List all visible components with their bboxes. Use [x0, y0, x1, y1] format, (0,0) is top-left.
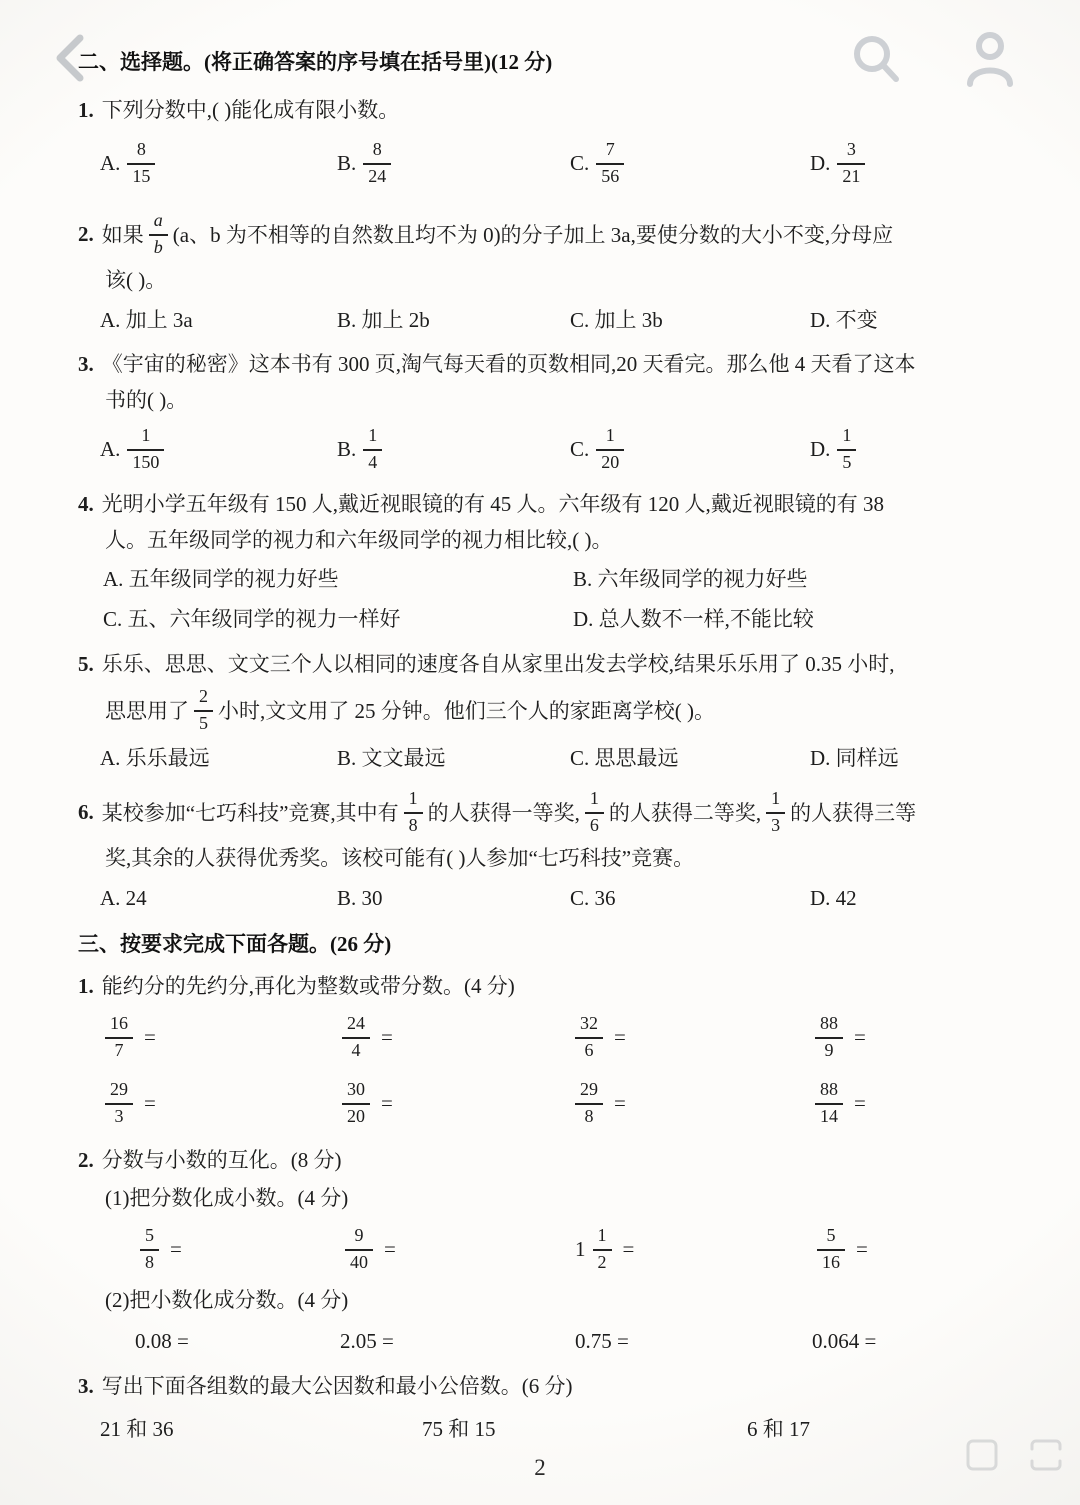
question-3-number: 3. [78, 352, 94, 376]
question-2-body-2: (a、b 为不相等的自然数且均不为 0)的分子加上 3a,要使分数的大小不变,分母应 [172, 223, 894, 247]
equals-sign: = [622, 1237, 635, 1261]
fraction-denominator: 56 [596, 163, 624, 187]
fraction-numerator: 1 [408, 788, 418, 809]
equals-sign: = [614, 1025, 626, 1049]
fraction-numerator: 1 [141, 425, 151, 446]
question-6-options [0, 880, 1080, 916]
fraction-denominator: 8 [575, 1103, 603, 1127]
question-5-number: 5. [78, 652, 94, 676]
fraction-denominator: 2 [593, 1249, 612, 1273]
convert-item: 2.05 = [340, 1329, 394, 1353]
option-label: A. [100, 151, 121, 175]
simplify-item [570, 1008, 810, 1066]
option-label: B. [337, 151, 357, 175]
question-6-option-c: C. 36 [570, 886, 616, 910]
number-pair: 75 和 15 [422, 1417, 496, 1441]
equals-sign: = [856, 1237, 868, 1261]
fraction-denominator: 15 [127, 163, 155, 187]
s3-question-2-body: 分数与小数的互化。(8 分) [101, 1148, 342, 1172]
simplify-item [810, 1008, 1080, 1066]
question-3-text-line-1 [0, 346, 1080, 382]
convert-item [135, 1225, 340, 1272]
s3-question-3-text [0, 1368, 1080, 1404]
question-4-options-ab [0, 560, 1080, 598]
question-6-option-a: A. 24 [100, 886, 147, 910]
question-1-option-c [570, 134, 810, 192]
question-2-option-a: A. 加上 3a [100, 308, 193, 332]
question-3-option-d [810, 420, 1080, 478]
fraction [105, 1013, 133, 1060]
fraction [127, 139, 155, 186]
equals-sign: = [144, 1091, 156, 1115]
s3-q1-row-2 [0, 1074, 1080, 1132]
equals-sign: = [381, 1025, 393, 1049]
fraction-numerator: 88 [820, 1079, 838, 1100]
fraction [766, 788, 785, 835]
s3-q2-fraction-row [0, 1220, 1080, 1278]
question-1-option-b [337, 134, 570, 192]
mixed-number-whole: 1 [575, 1237, 586, 1261]
equals-sign: = [854, 1091, 866, 1115]
question-4-text-line-2: 人。五年级同学的视力和六年级同学的视力相比较,( )。 [105, 528, 613, 552]
fraction-numerator: 7 [605, 139, 615, 160]
fraction [105, 1079, 133, 1126]
fraction-numerator: 9 [354, 1225, 364, 1246]
question-3-option-c [570, 420, 810, 478]
fraction-numerator: 88 [820, 1013, 838, 1034]
question-6-body-1: 某校参加“七巧科技”竞赛,其中有 [101, 801, 399, 825]
fraction-denominator: 5 [194, 710, 213, 734]
fraction [342, 1079, 370, 1126]
simplify-item [100, 1074, 337, 1132]
section-3-heading: 三、按要求完成下面各题。(26 分) [78, 932, 392, 956]
question-4-option-c: C. 五、六年级同学的视力一样好 [103, 607, 401, 631]
fraction [817, 1225, 845, 1272]
question-6-body-4: 的人获得三等 [790, 801, 917, 825]
fraction [815, 1079, 843, 1126]
fraction-numerator: 1 [589, 788, 599, 809]
fraction [345, 1225, 373, 1272]
fraction-numerator: a [153, 210, 163, 231]
option-label: B. [337, 437, 357, 461]
s3-q2-sub-1: (1)把分数化成小数。(4 分) [105, 1186, 349, 1210]
question-5-text-line-2 [0, 682, 1080, 738]
fraction-denominator: 24 [363, 163, 391, 187]
fraction-denominator: 8 [404, 812, 423, 836]
fraction-numerator: 1 [842, 425, 852, 446]
question-1-body: 下列分数中,( )能化成有限小数。 [101, 98, 400, 122]
question-1-options [0, 134, 1080, 192]
fraction [404, 788, 423, 835]
fraction [837, 425, 856, 472]
fraction-numerator: 29 [110, 1079, 128, 1100]
fraction [575, 1079, 603, 1126]
question-6-text-line-1 [0, 784, 1080, 840]
question-5-body-2: 思思用了 [105, 699, 189, 723]
equals-sign: = [170, 1237, 182, 1261]
fraction-denominator: 7 [105, 1037, 133, 1061]
fraction-denominator: 14 [815, 1103, 843, 1127]
question-5-option-d: D. 同样远 [810, 746, 899, 770]
fraction-denominator: 8 [140, 1249, 159, 1273]
number-pair: 6 和 17 [747, 1417, 810, 1441]
simplify-item [337, 1074, 570, 1132]
fraction-denominator: 3 [766, 812, 785, 836]
equals-sign: = [144, 1025, 156, 1049]
fraction-numerator: 1 [597, 1225, 607, 1246]
question-5-option-c: C. 思思最远 [570, 746, 679, 770]
s3-q3-number-pairs [0, 1410, 1080, 1448]
fraction-denominator: 150 [127, 449, 164, 473]
question-5-option-a: A. 乐乐最远 [100, 746, 210, 770]
simplify-item [337, 1008, 570, 1066]
simplify-item [100, 1008, 337, 1066]
question-6-option-b: B. 30 [337, 886, 383, 910]
fraction-numerator: 24 [347, 1013, 365, 1034]
fraction [585, 788, 604, 835]
question-2-number: 2. [78, 221, 94, 246]
option-label: D. [810, 151, 831, 175]
convert-item: 0.08 = [135, 1329, 189, 1353]
question-6-body-3: 的人获得二等奖, [608, 801, 762, 825]
s3-question-1-text [0, 968, 1080, 1004]
question-4-options-cd [0, 600, 1080, 638]
question-1-text [0, 92, 1080, 128]
s3-q1-row-1 [0, 1008, 1080, 1066]
question-3-body-1: 《宇宙的秘密》这本书有 300 页,淘气每天看的页数相同,20 天看完。那么他 4 天看了这本 [101, 352, 916, 376]
question-3-option-b [337, 420, 570, 478]
convert-item [340, 1225, 575, 1272]
s3-q2-sub-2: (2)把小数化成分数。(4 分) [105, 1288, 349, 1312]
question-3-options [0, 420, 1080, 478]
fraction [342, 1013, 370, 1060]
fraction-denominator: 20 [596, 449, 624, 473]
fraction-denominator: 5 [837, 449, 856, 473]
question-4-text-line-1 [0, 486, 1080, 522]
question-4-body-1: 光明小学五年级有 150 人,戴近视眼镜的有 45 人。六年级有 120 人,戴近视眼镜的有 38 [101, 492, 884, 516]
fraction-numerator: 1 [605, 425, 615, 446]
equals-sign: = [614, 1091, 626, 1115]
question-6-number: 6. [78, 799, 94, 824]
fraction-denominator: 40 [345, 1249, 373, 1273]
s3-question-3-body: 写出下面各组数的最大公因数和最小公倍数。(6 分) [101, 1374, 573, 1398]
option-label: A. [100, 437, 121, 461]
fraction-numerator: 2 [199, 686, 208, 707]
fraction-denominator: 16 [817, 1249, 845, 1273]
page-number: 2 [534, 1455, 546, 1480]
question-1-option-d [810, 134, 1080, 192]
question-6-option-d: D. 42 [810, 886, 857, 910]
fraction-numerator: 5 [145, 1225, 154, 1246]
fraction-numerator: 16 [110, 1013, 128, 1034]
fraction [596, 139, 624, 186]
fraction-denominator: 9 [815, 1037, 843, 1061]
fraction-numerator: 1 [771, 788, 781, 809]
question-5-body-1: 乐乐、思思、文文三个人以相同的速度各自从家里出发去学校,结果乐乐用了 0.35 小时, [101, 652, 895, 676]
fraction [837, 139, 865, 186]
question-5-options [0, 740, 1080, 776]
question-1-option-a [100, 134, 337, 192]
fraction-denominator: 4 [342, 1037, 370, 1061]
fraction [815, 1013, 843, 1060]
section-2-heading: 二、选择题。(将正确答案的序号填在括号里)(12 分) [78, 50, 553, 74]
fraction-denominator: 21 [837, 163, 865, 187]
fraction-numerator: 29 [580, 1079, 598, 1100]
fraction-numerator: 32 [580, 1013, 598, 1034]
fraction-numerator: 3 [846, 139, 856, 160]
s3-question-3-number: 3. [78, 1374, 94, 1398]
fraction [363, 139, 391, 186]
question-5-text-line-1 [0, 646, 1080, 682]
question-3-text-line-2: 书的( )。 [105, 388, 188, 412]
simplify-item [570, 1074, 810, 1132]
question-4-number: 4. [78, 492, 94, 516]
fraction [140, 1225, 159, 1272]
question-2-options [0, 302, 1080, 338]
question-4-option-d: D. 总人数不一样,不能比较 [573, 607, 814, 631]
question-2-body-1: 如果 [101, 223, 144, 247]
fraction [149, 210, 168, 257]
fraction [596, 425, 624, 472]
convert-item: 0.064 = [812, 1329, 877, 1353]
equals-sign: = [381, 1091, 393, 1115]
question-4-option-b: B. 六年级同学的视力好些 [573, 567, 808, 591]
fraction [363, 425, 382, 472]
fraction-numerator: 8 [136, 139, 146, 160]
question-4-option-a: A. 五年级同学的视力好些 [103, 567, 339, 591]
fraction-denominator: 4 [363, 449, 382, 473]
equals-sign: = [384, 1237, 396, 1261]
question-2-text-line-1 [0, 206, 1080, 262]
question-1-number: 1. [78, 98, 94, 122]
s3-question-2-text [0, 1142, 1080, 1178]
fraction [194, 686, 213, 733]
option-label: C. [570, 437, 590, 461]
s3-question-1-number: 1. [78, 974, 94, 998]
fraction [127, 425, 164, 472]
question-2-option-b: B. 加上 2b [337, 308, 430, 332]
s3-question-1-body: 能约分的先约分,再化为整数或带分数。(4 分) [101, 974, 515, 998]
fraction [593, 1225, 612, 1272]
fraction-numerator: 5 [826, 1225, 836, 1246]
question-2-option-c: C. 加上 3b [570, 308, 663, 332]
fraction-denominator: b [149, 234, 168, 258]
question-2-text-line-2: 该( )。 [105, 268, 167, 292]
convert-item [575, 1225, 812, 1272]
question-2-option-d: D. 不变 [810, 308, 878, 332]
convert-item: 0.75 = [575, 1329, 629, 1353]
fraction [575, 1013, 603, 1060]
number-pair: 21 和 36 [100, 1417, 174, 1441]
fraction-denominator: 6 [575, 1037, 603, 1061]
question-5-option-b: B. 文文最远 [337, 746, 446, 770]
question-5-body-3: 小时,文文用了 25 分钟。他们三个人的家距离学校( )。 [218, 699, 715, 723]
fraction-numerator: 8 [372, 139, 382, 160]
fraction-denominator: 6 [585, 812, 604, 836]
fraction-numerator: 1 [368, 425, 378, 446]
question-3-option-a [100, 420, 337, 478]
equals-sign: = [854, 1025, 866, 1049]
convert-item [812, 1225, 1080, 1272]
option-label: D. [810, 437, 831, 461]
question-6-body-2: 的人获得一等奖, [427, 801, 580, 825]
option-label: C. [570, 151, 590, 175]
fraction-numerator: 30 [347, 1079, 365, 1100]
fraction-denominator: 3 [105, 1103, 133, 1127]
fraction-denominator: 20 [342, 1103, 370, 1127]
simplify-item [810, 1074, 1080, 1132]
question-6-text-line-2: 奖,其余的人获得优秀奖。该校可能有( )人参加“七巧科技”竞赛。 [105, 846, 695, 870]
s3-q2-decimal-row [0, 1322, 1080, 1360]
s3-question-2-number: 2. [78, 1148, 94, 1172]
